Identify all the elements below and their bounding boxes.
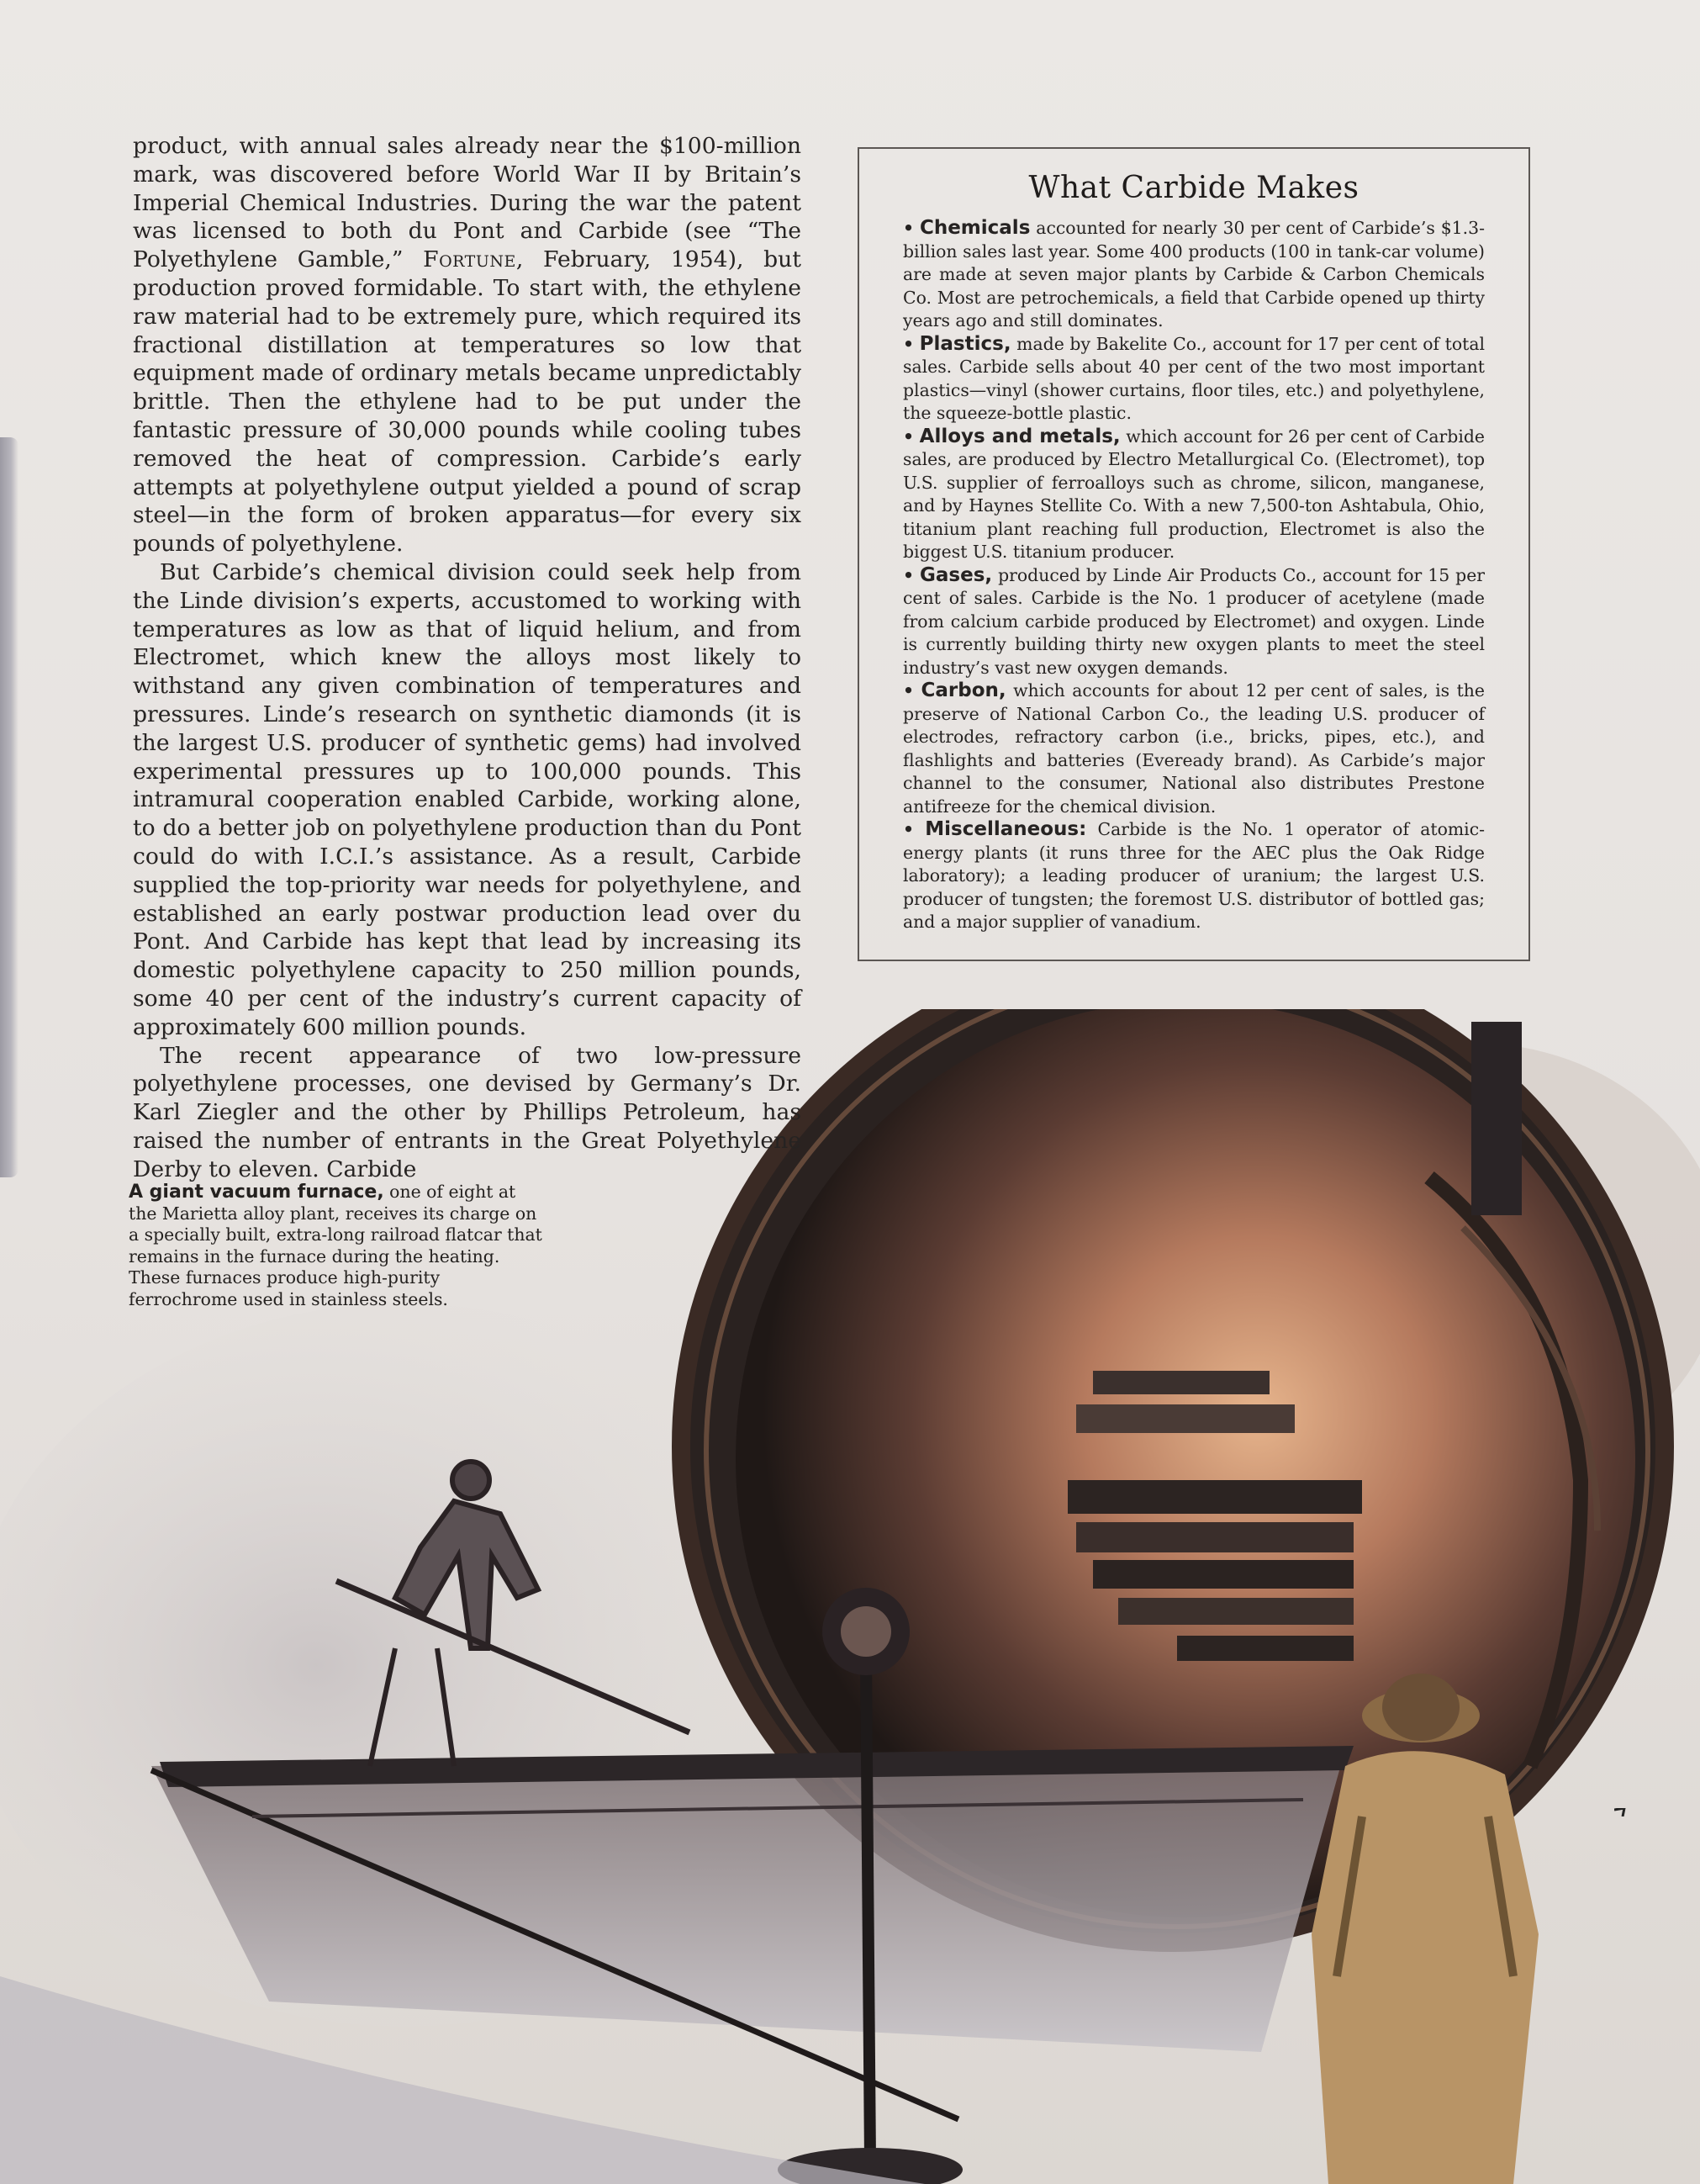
sidebar-title: What Carbide Makes	[1028, 171, 1359, 205]
sidebar-entry: • Gases, produced by Linde Air Products Co., account for 15 per cent of sales. Carbide is the No. 1 producer of acetylene (made from calcium carbide produced by Electromet) and oxygen. Linde is currently building thirty new oxygen plants to meet the steel industry’s vast new oxygen demands.	[903, 563, 1486, 678]
article-paragraph-2: But Carbide’s chemical division could seek help from the Linde division’s experts, accustomed to working with temperatures as low as that of liquid helium, and from Electromet, which knew the alloys most likely to withstand any given combination of temperatures and pressures. Linde’s research on synthetic diamonds (it is the largest U.S. producer of synthetic gems) had involved experimental pressures up to 100,000 pounds. This intramural cooperation enabled Carbide, working alone, to do a better job on polyethylene production than du Pont could do with I.C.I.’s assistance. As a result, Carbide supplied the top-priority war needs for polyethylene, and established an early postwar production lead over du Pont. And Carbide has kept that lead by increasing its domestic polyethylene capacity to 250 million pounds, some 40 per cent of the industry’s current capacity of approximately 600 million pounds.	[133, 558, 801, 1040]
article-paragraph-3: The recent appearance of two low-pressure polyethylene processes, one devised by Germany’s Dr. Karl Ziegler and the other by Phillips Petroleum, has raised the number of entrants in the Great Polyethylene Derby to eleven. Carbide	[133, 1042, 801, 1182]
sidebar-entry: • Plastics, made by Bakelite Co., account for 17 per cent of total sales. Carbide sells about 40 per cent of the two most important plastics—vinyl (shower curtains, floor tiles, etc.) and polyethylene, the squeeze-bottle plastic.	[903, 332, 1485, 423]
article-paragraph-1: product, with annual sales already near the $100-million mark, was discovered before World War II by Britain’s Imperial Chemical Industries. During the war the patent was licensed to both du Pont and Carbide (see “The Polyethylene Gamble,” Fortune, February, 1954), but production proved formidable. To start with, the ethylene raw material had to be extremely pure, which required its fractional distillation at temperatures so low that equipment made of ordinary metals became unpredictably brittle. Then the ethylene had to be put under the fantastic pressure of 30,000 pounds while cooling tubes removed the heat of compression. Carbide’s early attempts at polyethylene output yielded a pound of scrap steel—in the form of broken apparatus—for every six pounds of polyethylene.	[133, 133, 801, 558]
sidebar-entry: • Chemicals accounted for nearly 30 per cent of Carbide’s $1.3-billion sales last year. Some 400 products (100 in tank-car volume) are made at seven major plants by Carbide & Carbon Chemicals Co. Most are petrochemicals, a field that Carbide opened up thirty years ago and still dominates.	[903, 217, 1485, 331]
sidebar-entry: • Alloys and metals, which account for 26 per cent of Carbide sales, are produced by Electro Metallurgical Co. (Electromet), top U.S. supplier of ferroalloys such as chrome, silicon, manganese, and by Haynes Stellite Co. With a new 7,500-ton Ashtabula, Ohio, titanium plant reaching full production, Electromet is also the biggest U.S. titanium producer.	[903, 425, 1485, 562]
print-mark	[1614, 1808, 1626, 1816]
magazine-name: Fortune	[423, 246, 516, 273]
sidebar-entry: • Carbon, which accounts for about 12 per cent of sales, is the preserve of National Carbon Co., the leading U.S. producer of electrodes, refractory carbon (i.e., bricks, pipes, etc.), and flashlights and batteries (Eveready brand). As Carbide’s major channel to the consumer, National also distributes Prestone antifreeze for the chemical division.	[903, 680, 1485, 817]
illustration-caption: A giant vacuum furnace, one of eight at the Marietta alloy plant, receives its charge on a specially built, extra-long railroad flatcar that remains in the furnace during the heating. These furnaces produce high-purity ferrochrome used in stainless steels.	[129, 1182, 542, 1309]
article-body	[133, 132, 801, 1183]
sidebar-entry: • Miscellaneous: Carbide is the No. 1 operator of atomic-energy plants (it runs three for the AEC plus the Oak Ridge laboratory); a leading producer of uranium; the largest U.S. producer of tungsten; the foremost U.S. distributor of bottled gas; and a major supplier of vanadium.	[903, 818, 1486, 932]
sidebar-box	[858, 147, 1530, 961]
